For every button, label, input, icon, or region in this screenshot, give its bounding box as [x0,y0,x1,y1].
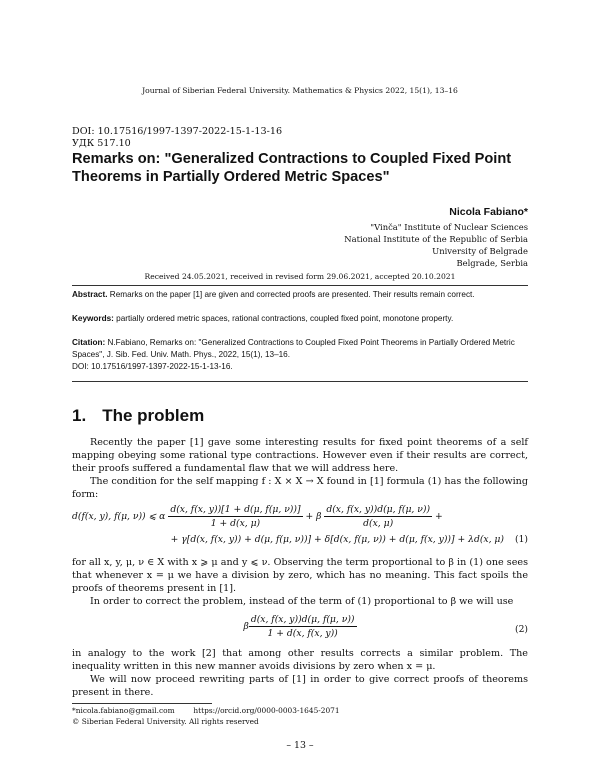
equation-2 [72,614,528,639]
paper-title: Remarks on: "Generalized Contractions to Coupled Fixed Point Theorems in Partially Ordered Metric Spaces" [72,151,512,185]
citation-doi: DOI: 10.17516/1997-1397-2022-15-1-13-16. [72,362,233,371]
author: Nicola Fabiano* [449,206,528,218]
denominator: 1 + d(x, μ) [210,518,261,529]
udk: УДК 517.10 [72,138,131,149]
keywords [72,313,528,325]
numerator: d(x, f(x, y))d(μ, f(μ, ν)) [326,504,431,515]
numerator: d(x, f(x, y))[1 + d(μ, f(μ, ν))] [170,504,301,515]
eq-line: + γ[d(x, f(x, y)) + d(μ, f(μ, ν))] + δ[d(x, f(μ, ν)) + d(μ, f(x, y))] + λd(x, μ) [170,534,504,545]
equation-number: (2) [514,624,528,635]
fraction [168,504,302,529]
numerator: d(x, f(x, y))d(μ, f(μ, ν)) [250,614,355,625]
keywords-label: Keywords: [72,314,114,323]
denominator: d(x, μ) [363,518,394,529]
abstract [72,289,528,301]
denominator: 1 + d(x, f(x, y)) [267,628,338,639]
footnote-copyright: © Siberian Federal University. All rights reserved [72,717,259,726]
abstract-text: Remarks on the paper [1] are given and corrected proofs are presented. Their results remain correct. [109,290,475,299]
equation-1-line-1 [72,504,528,529]
citation [72,337,528,373]
paragraph: In order to correct the problem, instead of the term of (1) proportional to β we will use [90,596,514,607]
fraction [249,614,357,639]
received-dates: Received 24.05.2021, received in revised form 29.06.2021, accepted 20.10.2021 [144,272,456,281]
affiliation-line: National Institute of the Republic of Serbia [344,234,528,244]
footnote-contact: *nicola.fabiano@gmail.com https://orcid.org/0000-0003-1645-2071 [72,706,340,715]
eq-term: + [434,511,443,522]
citation-label: Citation: [72,338,106,347]
eq-lhs: d(f(x, y), f(μ, ν)) ⩽ α [72,511,166,522]
abstract-label: Abstract. [72,290,108,299]
section-heading [72,406,204,426]
paragraph: for all x, y, μ, ν ∈ X with x ⩾ μ and y ⩽ ν. Observing the term proportional to β in (1) one sees that whenever x = μ we have a division by zero, which has no meaning. This fact spoils the proofs of theorems present in [1]. [72,557,528,594]
citation-text: N.Fabiano, Remarks on: "Generalized Contractions to Coupled Fixed Point Theorems in Partially Ordered Metric Spaces", J. Sib. Fed. Univ. Math. Phys., 2022, 15(1), 13–16. [72,338,515,359]
paragraph: in analogy to the work [2] that among other results corrects a similar problem. The inequality written in this new manner avoids divisions by zero when x = μ. [72,648,528,672]
fraction [324,504,432,529]
equation-number: (1) [514,534,528,545]
section-title: The problem [102,406,205,425]
eq-term: + β [305,511,322,522]
section-number: 1. [72,406,87,425]
keywords-text: partially ordered metric spaces, rational contractions, coupled fixed point, monotone property. [116,314,454,323]
doi: DOI: 10.17516/1997-1397-2022-15-1-13-16 [72,126,283,137]
journal-header: Journal of Siberian Federal University. Mathematics & Physics 2022, 15(1), 13–16 [142,86,458,95]
divider [72,381,528,382]
affiliation-line: "Vinča" Institute of Nuclear Sciences [370,222,528,232]
affiliation-line: Belgrade, Serbia [456,258,528,268]
eq-term: β [243,621,249,632]
divider [72,285,528,286]
equation-1-line-2 [72,534,528,545]
paragraph: We will now proceed rewriting parts of [1] in order to give correct proofs of theorems present in there. [72,674,528,698]
page-number: – 13 – [286,740,314,751]
paragraph: Recently the paper [1] gave some interesting results for fixed point theorems of a self mapping obeying some rational type contractions. However even if their results are correct, their proofs suffered a fundamental flaw that we will address here. [72,437,528,474]
paragraph: The condition for the self mapping f : X × X → X found in [1] formula (1) has the following form: [72,476,528,500]
footnote-rule [72,703,212,704]
affiliation-line: University of Belgrade [432,246,528,256]
